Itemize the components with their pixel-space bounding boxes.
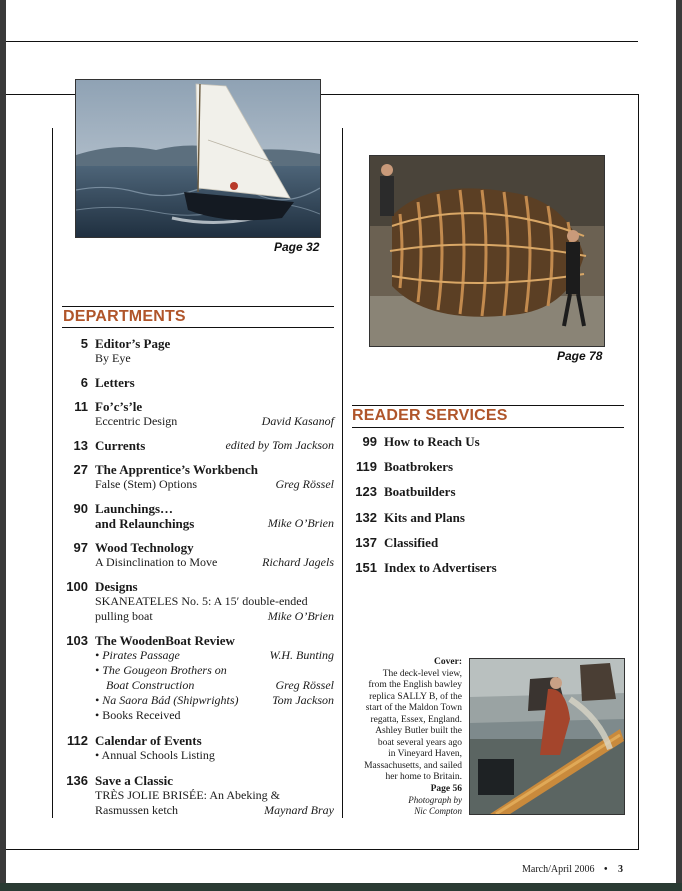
cover-line: The deck-level view, <box>382 668 462 679</box>
entry-author: Greg Rössel <box>275 477 334 491</box>
cover-photo-icon <box>470 659 624 814</box>
cover-line: in Vineyard Haven, <box>388 749 462 759</box>
entry-subtitle: SKANEATELES No. 5: A 15′ double-ended <box>95 594 308 608</box>
entry-page: 27 <box>73 462 88 477</box>
reader-service-item[interactable] <box>355 484 615 500</box>
entry-author: Greg Rössel <box>275 678 334 692</box>
entry-author: edited by Tom Jackson <box>225 438 334 452</box>
entry-title[interactable]: Calendar of Events <box>95 733 202 748</box>
page-edge-bottom <box>0 883 682 891</box>
reader-services-heading: READER SERVICES <box>352 407 508 424</box>
entry-title[interactable]: Designs <box>95 579 138 594</box>
entry-title[interactable]: Wood Technology <box>95 540 194 555</box>
service-label[interactable]: Classified <box>384 535 439 550</box>
entry-title[interactable]: The WoodenBoat Review <box>95 633 235 648</box>
sailboat-photo <box>75 79 321 238</box>
top-rule <box>6 41 638 42</box>
departments-rule-top <box>62 306 334 307</box>
hull-frame-page-label: Page 78 <box>557 349 603 363</box>
entry-author: Mike O’Brien <box>267 516 334 530</box>
entry-page: 5 <box>80 336 88 351</box>
folio-date: March/April 2006 <box>522 864 595 875</box>
entry-author: W.H. Bunting <box>269 648 334 662</box>
entry-title[interactable]: Letters <box>95 375 135 390</box>
entry-title[interactable]: Save a Classic <box>95 773 173 788</box>
review-item-continued: Boat Construction <box>106 678 195 692</box>
entry-author: Maynard Bray <box>264 803 334 817</box>
cover-line: from the English bawley <box>368 680 462 690</box>
department-entry[interactable] <box>62 462 334 492</box>
cover-line: Ashley Butler built the <box>375 726 462 736</box>
entry-page: 6 <box>80 375 88 390</box>
cover-line: replica SALLY B, of the <box>369 691 462 702</box>
review-item: • Na Saora Bád (Shipwrights) <box>95 693 239 707</box>
entry-title[interactable]: Launchings… <box>95 501 174 516</box>
service-label[interactable]: Boatbrokers <box>384 459 454 474</box>
reader-service-item[interactable] <box>355 434 615 450</box>
cover-credit: Photograph by <box>408 795 462 805</box>
entry-page: 13 <box>73 438 88 453</box>
cover-line: regatta, Essex, England. <box>370 714 462 725</box>
entry-title-continued[interactable]: and Relaunchings <box>95 516 195 531</box>
review-item: • The Gougeon Brothers on <box>95 663 227 677</box>
entry-author: Richard Jagels <box>262 555 334 569</box>
cover-photo <box>469 658 625 815</box>
entry-subtitle: By Eye <box>95 351 131 365</box>
entry-author: David Kasanof <box>261 414 334 428</box>
service-page: 137 <box>355 535 377 550</box>
reader-service-item[interactable] <box>355 560 615 576</box>
service-label[interactable]: Kits and Plans <box>384 510 465 525</box>
service-page: 132 <box>355 510 377 525</box>
cover-line: her home to Britain. <box>385 772 462 782</box>
entry-subtitle: TRÈS JOLIE BRISÉE: An Abeking & <box>95 788 281 802</box>
cover-line: start of the Maldon Town <box>365 703 462 713</box>
frame-bottom-rule <box>6 849 638 850</box>
department-entry[interactable] <box>62 399 334 429</box>
page-edge-right <box>676 0 682 891</box>
department-entry[interactable] <box>62 733 334 763</box>
department-entry[interactable] <box>62 501 334 531</box>
entry-subtitle: Rasmussen ketch <box>95 803 178 817</box>
entry-author: Tom Jackson <box>272 693 334 707</box>
reader-services-rule-top <box>352 405 624 406</box>
entry-author: Mike O’Brien <box>267 609 334 623</box>
department-entry[interactable] <box>62 375 334 390</box>
service-label[interactable]: Boatbuilders <box>384 484 456 499</box>
entry-page: 90 <box>73 501 88 516</box>
service-page: 119 <box>356 459 377 474</box>
entry-subtitle: pulling boat <box>95 609 153 623</box>
entry-title[interactable]: Fo’c’s’le <box>95 399 143 414</box>
entry-subtitle: Eccentric Design <box>95 414 178 428</box>
review-item: • Pirates Passage <box>95 648 180 662</box>
review-item: • Books Received <box>95 708 181 722</box>
frame-right-rule <box>638 94 639 850</box>
cover-line: boat several years ago <box>377 737 462 748</box>
entry-page: 103 <box>66 633 88 648</box>
cover-caption <box>352 657 462 816</box>
departments-heading: DEPARTMENTS <box>63 308 186 325</box>
service-label[interactable]: Index to Advertisers <box>384 560 497 575</box>
service-page: 151 <box>355 560 377 575</box>
department-entry[interactable] <box>62 438 334 453</box>
entry-title[interactable]: Currents <box>95 438 146 453</box>
reader-service-item[interactable] <box>355 459 615 475</box>
entry-subtitle: • Annual Schools Listing <box>95 748 215 762</box>
left-column-rule <box>52 128 53 818</box>
entry-page: 97 <box>73 540 88 555</box>
entry-subtitle: False (Stem) Options <box>95 477 197 491</box>
center-column-rule <box>342 128 343 818</box>
cover-page-ref[interactable]: Page 56 <box>430 783 462 794</box>
boat-frame-photo-icon <box>370 156 604 346</box>
entry-title[interactable]: Editor’s Page <box>95 336 171 351</box>
cover-credit: Nic Compton <box>414 805 462 816</box>
boat-frame-photo <box>369 155 605 347</box>
cover-line: Massachusetts, and sailed <box>364 760 462 771</box>
entry-title[interactable]: The Apprentice’s Workbench <box>95 462 259 477</box>
department-entry[interactable] <box>62 773 334 818</box>
sailboat-photo-icon <box>76 80 320 237</box>
department-entry[interactable] <box>62 540 334 570</box>
department-entry[interactable] <box>62 633 334 723</box>
service-page: 123 <box>355 484 377 499</box>
reader-service-item[interactable] <box>355 510 615 526</box>
entry-page: 100 <box>66 579 88 594</box>
entry-page: 112 <box>67 733 88 748</box>
folio-page-number: 3 <box>618 864 623 875</box>
entry-page: 136 <box>66 773 88 788</box>
service-label[interactable]: How to Reach Us <box>384 434 480 449</box>
page-edge-left <box>0 0 6 891</box>
folio-bullet: • <box>604 864 608 875</box>
reader-service-item[interactable] <box>355 535 615 551</box>
entry-page: 11 <box>74 399 88 414</box>
department-entry[interactable] <box>62 579 334 624</box>
cover-label: Cover: <box>434 657 462 667</box>
entry-subtitle: A Disinclination to Move <box>95 555 218 569</box>
reader-services-rule-bottom <box>352 427 624 428</box>
service-page: 99 <box>362 434 377 449</box>
department-entry[interactable] <box>62 336 334 366</box>
departments-rule-bottom <box>62 327 334 328</box>
sailboat-page-label: Page 32 <box>274 240 320 254</box>
